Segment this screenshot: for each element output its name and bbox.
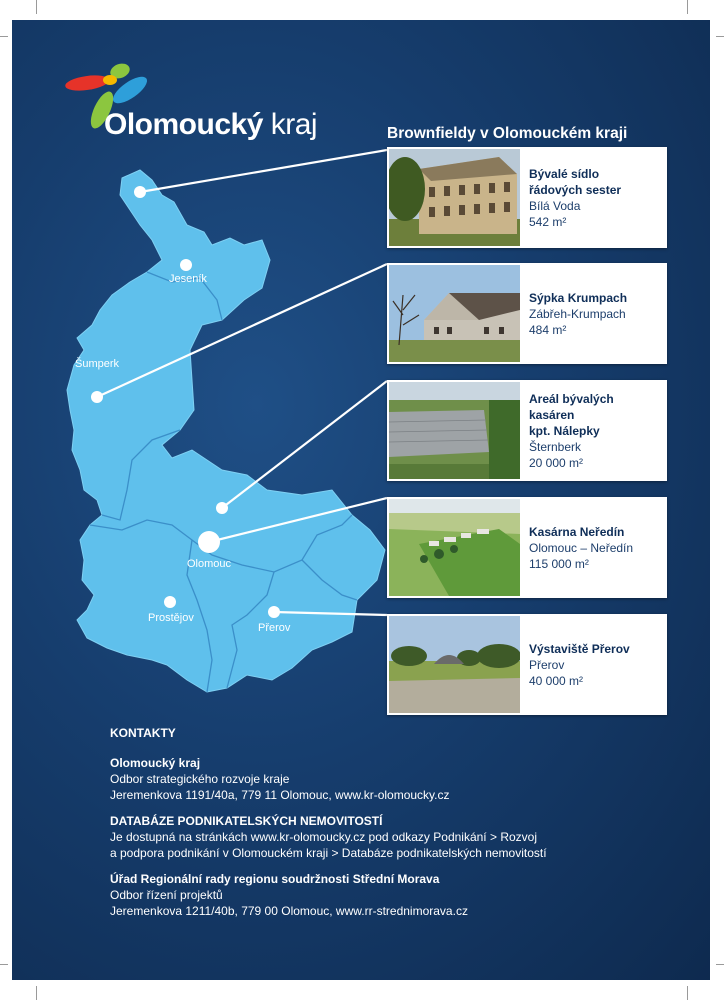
site-info xyxy=(529,147,661,248)
site-name-line2: kpt. Nálepky xyxy=(529,423,600,438)
site-photo xyxy=(389,265,520,362)
site-area: 115 000 m² xyxy=(529,556,589,571)
site-name: Kasárna Neředín xyxy=(529,524,625,539)
site-area: 542 m² xyxy=(529,214,567,229)
site-name-line2: řádových sester xyxy=(529,182,622,197)
contacts-section xyxy=(110,725,690,929)
marker-jesenik xyxy=(180,259,192,271)
logo-name-bold: Olomoucký xyxy=(104,108,263,141)
marker-bila-voda xyxy=(134,186,146,198)
site-name: Bývalé sídlo xyxy=(529,166,600,181)
site-photo xyxy=(389,382,520,479)
contact-line: a podpora podnikání v Olomouckém kraji > Databáze podnikatelských nemovitostí xyxy=(110,846,547,860)
contact-block xyxy=(110,755,690,803)
site-info xyxy=(529,614,661,715)
marker-sumperk xyxy=(91,391,103,403)
site-photo xyxy=(389,616,520,713)
marker-olomouc xyxy=(198,531,220,553)
site-info xyxy=(529,497,661,598)
site-area: 484 m² xyxy=(529,322,567,337)
contact-title: DATABÁZE PODNIKATELSKÝCH NEMOVITOSTÍ xyxy=(110,814,383,828)
site-photo xyxy=(389,149,520,246)
city-label-prerov: Přerov xyxy=(258,622,291,634)
city-label-sumperk: Šumperk xyxy=(75,358,120,370)
marker-prerov xyxy=(268,606,280,618)
crop-mark xyxy=(687,986,688,1000)
site-card[interactable] xyxy=(387,263,667,364)
site-place: Zábřeh-Krumpach xyxy=(529,306,626,321)
city-label-prostejov: Prostějov xyxy=(148,612,194,624)
marker-sternberk xyxy=(216,502,228,514)
site-photo xyxy=(389,499,520,596)
contact-line: Jeremenkova 1191/40a, 779 11 Olomouc, www.kr-olomoucky.cz xyxy=(110,788,450,802)
contact-line: Odbor řízení projektů xyxy=(110,888,223,902)
contact-title: Olomoucký kraj xyxy=(110,756,201,770)
site-name: Areál bývalých kasáren xyxy=(529,391,614,422)
site-card[interactable] xyxy=(387,147,667,248)
crop-mark xyxy=(36,0,37,14)
contact-block xyxy=(110,813,690,861)
logo-name-light: kraj xyxy=(270,108,318,141)
contact-block xyxy=(110,871,690,919)
crop-mark xyxy=(0,964,8,965)
city-label-olomouc: Olomouc xyxy=(187,558,232,570)
site-info xyxy=(529,263,661,364)
contact-line: Odbor strategického rozvoje kraje xyxy=(110,772,290,786)
site-card[interactable] xyxy=(387,497,667,598)
site-place: Olomouc – Neředín xyxy=(529,540,634,555)
crop-mark xyxy=(0,36,8,37)
marker-prostejov xyxy=(164,596,176,608)
site-place: Šternberk xyxy=(529,439,582,454)
crop-mark xyxy=(36,986,37,1000)
site-info xyxy=(529,380,661,481)
site-place: Přerov xyxy=(529,657,565,672)
contacts-heading: KONTAKTY xyxy=(110,726,176,740)
poster-panel xyxy=(12,20,710,980)
crop-mark xyxy=(716,964,724,965)
site-card[interactable] xyxy=(387,380,667,481)
crop-mark xyxy=(716,36,724,37)
site-name: Výstaviště Přerov xyxy=(529,641,630,656)
crop-mark xyxy=(687,0,688,14)
site-card[interactable] xyxy=(387,614,667,715)
city-label-jesenik: Jeseník xyxy=(169,273,207,285)
site-place: Bílá Voda xyxy=(529,198,581,213)
site-name: Sýpka Krumpach xyxy=(529,290,628,305)
contact-line: Je dostupná na stránkách www.kr-olomoucky.cz pod odkazy Podnikání > Rozvoj xyxy=(110,830,537,844)
site-area: 20 000 m² xyxy=(529,455,584,470)
contact-line: Jeremenkova 1211/40b, 779 00 Olomouc, www.rr-strednimorava.cz xyxy=(110,904,468,918)
site-area: 40 000 m² xyxy=(529,673,584,688)
contact-title: Úřad Regionální rady regionu soudržnosti Střední Morava xyxy=(110,872,440,886)
page-title: Brownfieldy v Olomouckém kraji xyxy=(387,125,628,142)
